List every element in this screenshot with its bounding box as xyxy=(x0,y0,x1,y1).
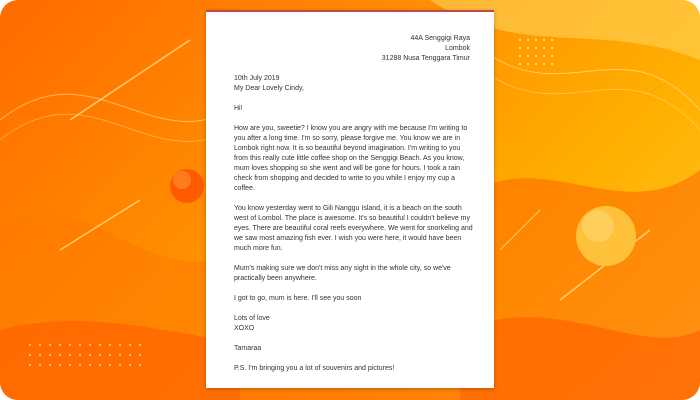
sender-address xyxy=(382,34,470,64)
contour-line xyxy=(470,40,700,110)
letter-paragraph-3: Mum's making sure we don't miss any sight in the whole city, so we've practically been anywhere. xyxy=(234,265,451,282)
letter-postscript: P.S. I'm bringing you a lot of souvenirs and pictures! xyxy=(234,365,395,372)
letter-closing: Lots of love xyxy=(234,315,270,322)
address-line-3: 31288 Nusa Tenggara Timur xyxy=(381,55,470,62)
streak-line xyxy=(70,40,190,120)
letter-page xyxy=(206,10,494,388)
letter-paragraph-4: I got to go, mum is here. I'll see you soon xyxy=(234,295,362,302)
dot-grid-top-right xyxy=(519,39,553,65)
letter-date: 10th July 2019 xyxy=(234,75,280,82)
contour-line xyxy=(470,60,700,130)
letter-signature: Tamaraa xyxy=(234,345,262,352)
letter-body xyxy=(234,74,474,384)
letter-paragraph-1: How are you, sweetie? I know you are angry with me because I'm writing to you after a long time. I'm so sorry, please forgive me. You know we are in Lombok right now. It is so beautiful beyond imagination. I'm writing to you from this really cute little coffee shop on the Senggigi Beach. As you know, mum loves shopping so she went and will be gone for hours. I took a rain check from shopping and decided to write to you while I enjoy my cup a coffee. xyxy=(234,125,468,192)
address-line-2: Lombok xyxy=(445,45,470,52)
letter-paragraph-2: You know yesterday went to Gili Nanggu Island, it is a beach on the south west of Lombol. The place is awesome. It's so beautiful I couldn't believe my eyes. There are beautiful coral reefs everywhere. We went for snorkeling and we saw most amazing fish ever. I wish you were here, it would have been much more fun. xyxy=(234,205,473,252)
address-line-1: 44A Senggigi Raya xyxy=(410,35,470,42)
letter-salutation: My Dear Lovely Cindy, xyxy=(234,85,304,92)
letter-closing-2: XOXO xyxy=(234,325,255,332)
letter-greeting: Hi! xyxy=(234,105,243,112)
